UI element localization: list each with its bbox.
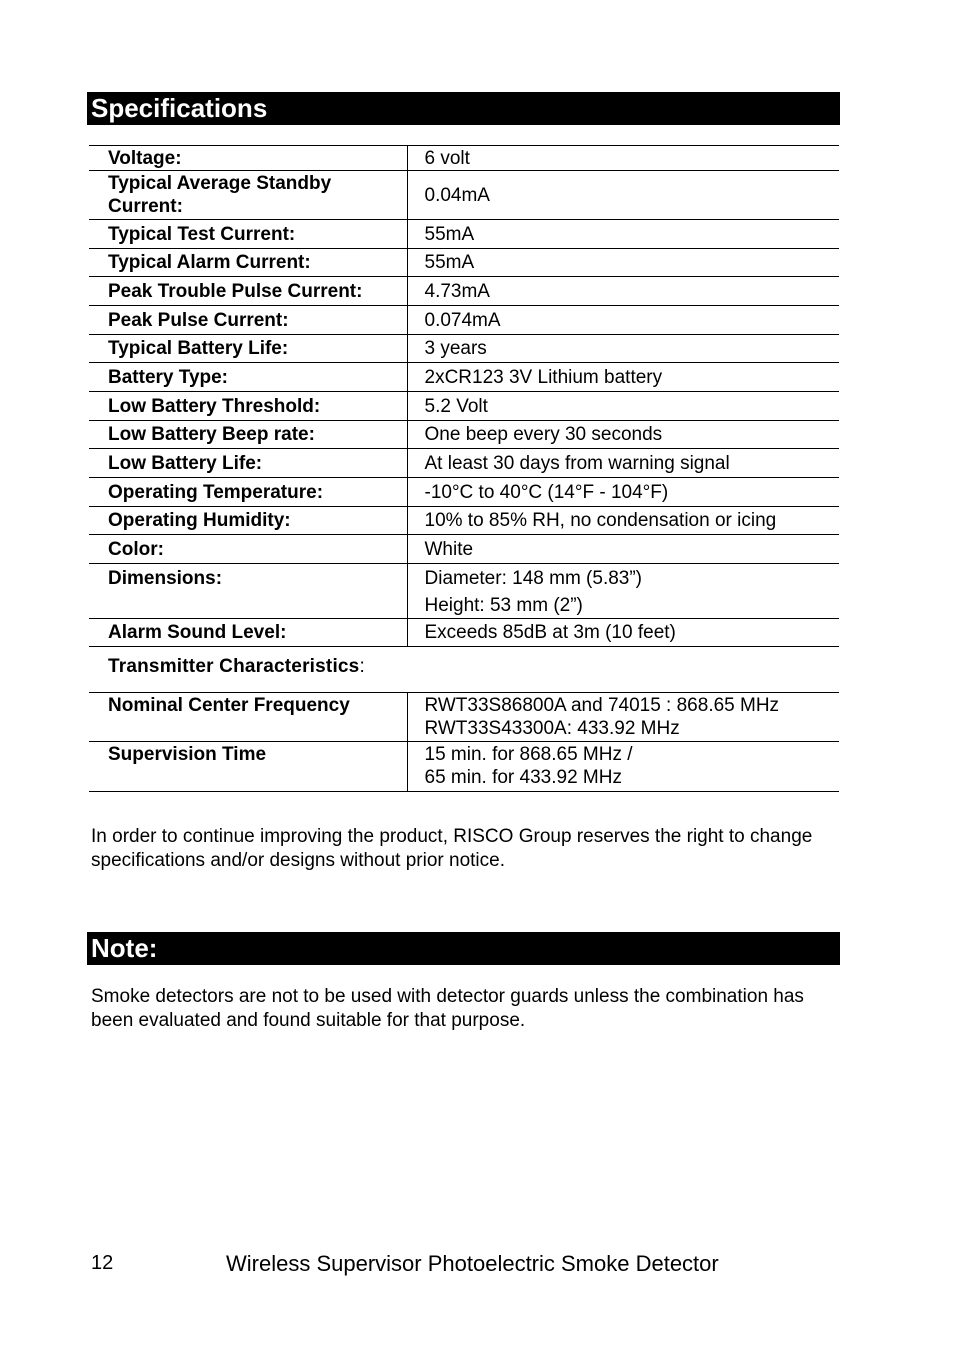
- spec-label: Voltage:: [89, 146, 407, 171]
- table-row: [89, 146, 839, 171]
- note-text: Smoke detectors are not to be used with detector guards unless the combination has been evaluated and found suitable for that purpose.: [91, 986, 804, 1031]
- spec-label: Alarm Sound Level:: [89, 619, 407, 647]
- spec-label: Nominal Center Frequency: [89, 693, 407, 742]
- spec-label: Peak Pulse Current:: [89, 306, 407, 335]
- improvement-notice: In order to continue improving the product, RISCO Group reserves the right to change specifications and/or designs without prior notice.: [91, 826, 813, 871]
- table-row: [89, 392, 839, 421]
- table-row: [89, 478, 839, 507]
- spec-value: RWT33S86800A and 74015 : 868.65 MHz: [424, 695, 780, 716]
- spec-value: -10°C to 40°C (14°F - 104°F): [424, 481, 669, 503]
- specifications-table: [89, 145, 839, 647]
- transmitter-table: [89, 692, 839, 792]
- spec-value: RWT33S43300A: 433.92 MHz: [424, 718, 680, 739]
- spec-label: Color:: [89, 535, 407, 564]
- spec-value: 4.73mA: [424, 280, 490, 302]
- transmitter-heading-text: Transmitter Characteristics: [108, 656, 360, 677]
- transmitter-heading: [108, 656, 365, 678]
- spec-value: 10% to 85% RH, no condensation or icing: [424, 510, 777, 531]
- table-row: [89, 335, 839, 363]
- spec-label: Low Battery Threshold:: [89, 392, 407, 421]
- page-number: 12: [91, 1252, 114, 1274]
- spec-value-multiline: [407, 693, 839, 742]
- spec-label: Battery Type:: [89, 363, 407, 392]
- spec-value: Height: 53 mm (2”): [424, 595, 583, 616]
- table-row: [89, 742, 839, 792]
- table-row: [89, 619, 839, 647]
- spec-value: One beep every 30 seconds: [424, 424, 663, 445]
- spec-value: White: [424, 538, 474, 560]
- table-row: [89, 306, 839, 335]
- table-row: [89, 507, 839, 535]
- specifications-heading: Specifications: [87, 92, 840, 125]
- spec-value: 55mA: [424, 252, 475, 273]
- spec-value: 65 min. for 433.92 MHz: [424, 767, 622, 788]
- transmitter-heading-colon: :: [359, 656, 365, 677]
- table-row: [89, 535, 839, 564]
- table-row: [89, 171, 839, 220]
- spec-value: 0.074mA: [424, 309, 501, 331]
- spec-value: At least 30 days from warning signal: [424, 452, 730, 474]
- table-row: [89, 363, 839, 392]
- spec-value-multiline: [407, 742, 839, 792]
- spec-label: Peak Trouble Pulse Current:: [89, 277, 407, 306]
- spec-value-multiline: [407, 564, 839, 619]
- footer-title: Wireless Supervisor Photoelectric Smoke Detector: [226, 1251, 719, 1276]
- spec-label: Supervision Time: [89, 742, 407, 792]
- table-row: [89, 277, 839, 306]
- spec-label: Typical Battery Life:: [89, 335, 407, 363]
- note-heading: Note:: [87, 932, 840, 965]
- table-row: [89, 220, 839, 249]
- table-row: [89, 564, 839, 619]
- spec-value: 15 min. for 868.65 MHz /: [424, 744, 633, 765]
- spec-label: Operating Humidity:: [89, 507, 407, 535]
- spec-value: Exceeds 85dB at 3m (10 feet): [424, 622, 676, 643]
- table-row: [89, 449, 839, 478]
- spec-value: Diameter: 148 mm (5.83”): [424, 568, 643, 589]
- table-row: [89, 421, 839, 449]
- spec-label: Dimensions:: [89, 564, 407, 619]
- spec-value: 5.2 Volt: [424, 395, 488, 417]
- spec-value: 6 volt: [424, 147, 470, 169]
- spec-value: 2xCR123 3V Lithium battery: [424, 366, 663, 388]
- table-row: [89, 693, 839, 742]
- spec-label: Operating Temperature:: [89, 478, 407, 507]
- spec-label: Typical Test Current:: [89, 220, 407, 249]
- spec-value: 55mA: [424, 223, 475, 245]
- spec-label: Typical Average Standby Current:: [89, 171, 407, 220]
- spec-label: Low Battery Life:: [89, 449, 407, 478]
- spec-label: Typical Alarm Current:: [89, 249, 407, 277]
- table-row: [89, 249, 839, 277]
- spec-value: 0.04mA: [424, 184, 490, 206]
- spec-value: 3 years: [424, 338, 487, 359]
- spec-label: Low Battery Beep rate:: [89, 421, 407, 449]
